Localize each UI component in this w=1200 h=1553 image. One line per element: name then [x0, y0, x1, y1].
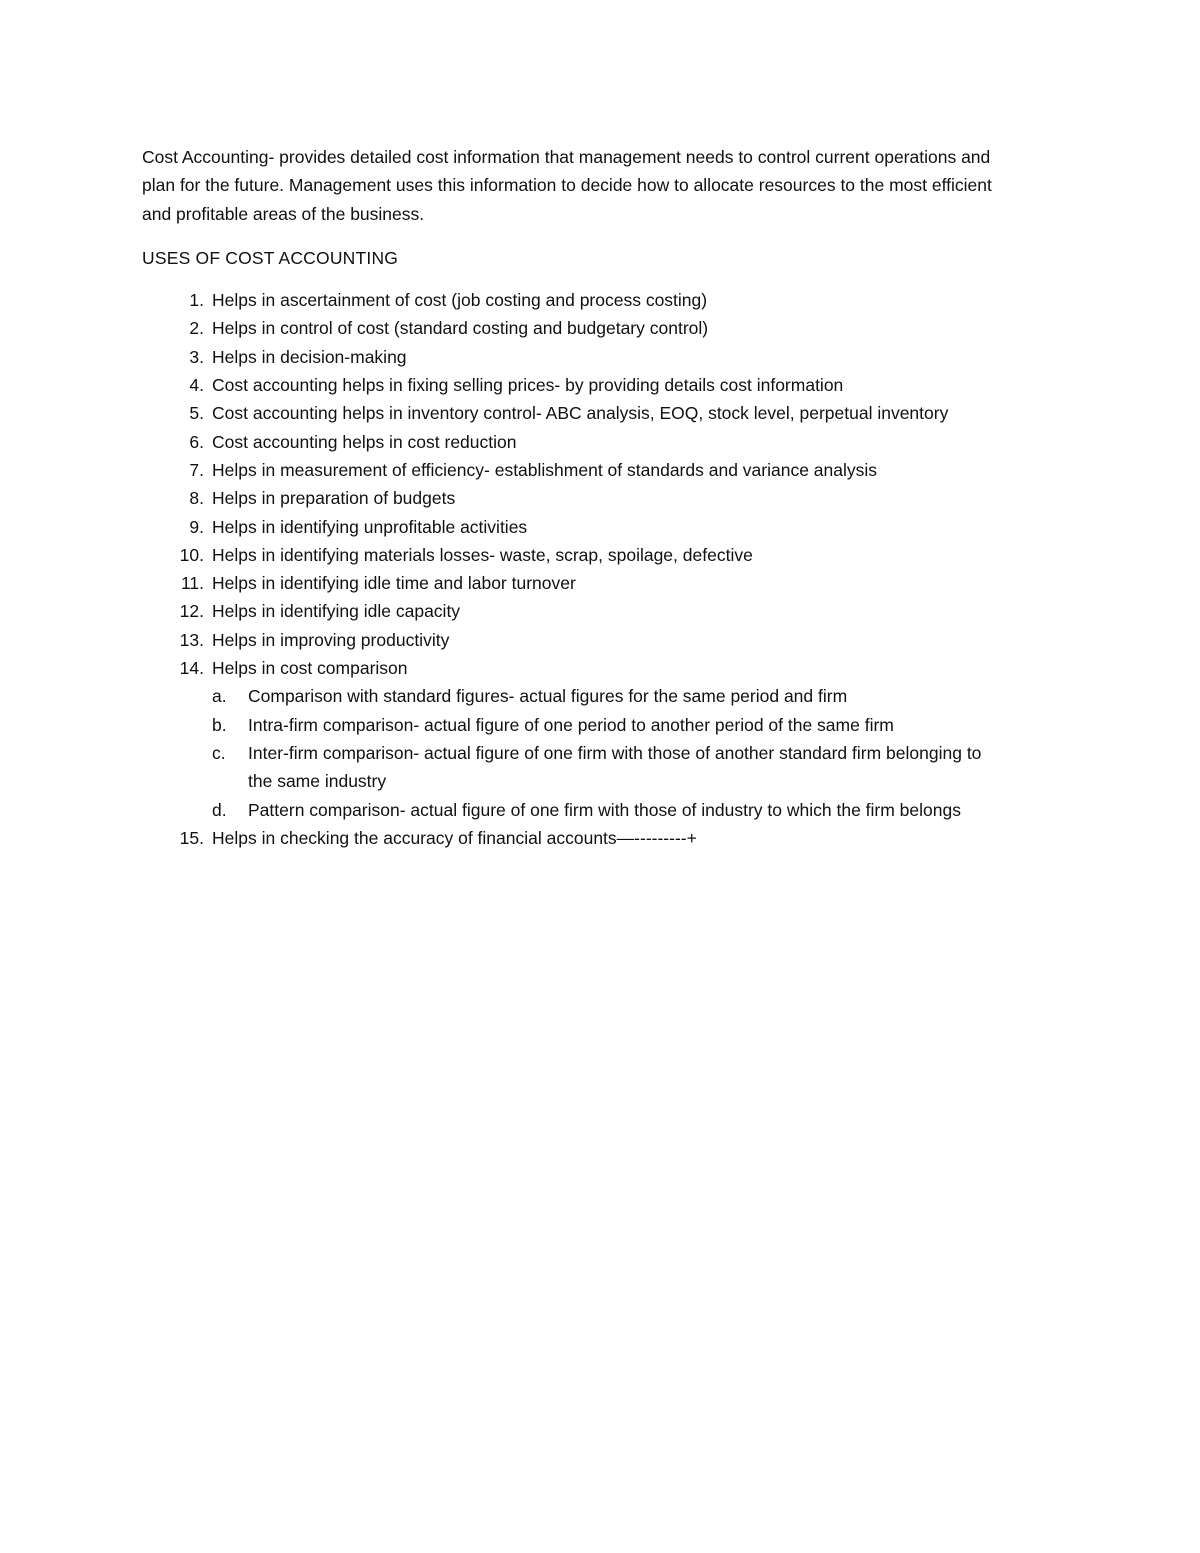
intro-paragraph: Cost Accounting- provides detailed cost information that management needs to control current operations and plan for the future. Management uses this information to decide how to allocate resources to the most efficient and profitable areas of the business.: [142, 147, 992, 224]
list-item-text: Helps in identifying unprofitable activities: [212, 516, 528, 537]
sub-list-item: [212, 796, 1008, 824]
list-item: [142, 343, 1042, 371]
list-number: 2.: [189, 318, 204, 339]
section-heading: USES OF COST ACCOUNTING: [142, 247, 399, 268]
list-number: 10.: [179, 544, 204, 565]
list-item: [142, 569, 1042, 597]
sub-list-item: [212, 739, 1008, 796]
list-number: 11.: [180, 573, 204, 594]
list-number: 5.: [189, 403, 204, 424]
list-number: 4.: [189, 375, 204, 396]
list-item: [142, 513, 1042, 541]
sub-list-item-text: Comparison with standard figures- actual figures for the same period and firm: [248, 686, 848, 707]
list-item-text: Helps in control of cost (standard costing and budgetary control): [212, 318, 709, 339]
list-number: 12.: [179, 601, 204, 622]
sub-list-item: [212, 711, 1008, 739]
list-number: 9.: [189, 516, 204, 537]
list-number: 1.: [189, 290, 204, 311]
list-item: [142, 824, 1042, 852]
list-item-text: Helps in cost comparison: [212, 658, 408, 679]
list-number: 6.: [189, 431, 204, 452]
list-item-text: Helps in decision-making: [212, 346, 407, 367]
comparison-sub-list: [212, 682, 1042, 823]
list-item: [142, 626, 1042, 654]
list-item: [142, 314, 1042, 342]
sub-list-item-text: Inter-firm comparison- actual figure of one firm with those of another standard firm belonging to the same industry: [248, 742, 982, 792]
list-item: [142, 428, 1042, 456]
list-item-text: Helps in measurement of efficiency- establishment of standards and variance analysis: [212, 459, 878, 480]
list-item-text: Helps in checking the accuracy of financial accounts—---------+: [212, 827, 697, 848]
sub-list-letter: d.: [212, 799, 227, 820]
list-item: [142, 541, 1042, 569]
list-item-text: Helps in identifying idle capacity: [212, 601, 461, 622]
list-item-text: Helps in ascertainment of cost (job costing and process costing): [212, 290, 708, 311]
list-number: 3.: [189, 346, 204, 367]
sub-list-item: [212, 682, 1008, 710]
document-body: [142, 143, 1042, 852]
list-item: [142, 484, 1042, 512]
sub-list-item-text: Intra-firm comparison- actual figure of one period to another period of the same firm: [248, 714, 894, 735]
sub-list-letter: b.: [212, 714, 227, 735]
list-number: 14.: [179, 658, 204, 679]
list-item-text: Cost accounting helps in inventory control- ABC analysis, EOQ, stock level, perpetual inventory: [212, 403, 949, 424]
list-item: [142, 286, 1042, 314]
sub-list-letter: a.: [212, 686, 227, 707]
uses-list: [142, 286, 1042, 852]
list-item: [142, 654, 1042, 824]
list-item-text: Cost accounting helps in cost reduction: [212, 431, 517, 452]
list-item-text: Helps in improving productivity: [212, 629, 450, 650]
list-item-text: Helps in preparation of budgets: [212, 488, 456, 509]
list-number: 13.: [179, 629, 204, 650]
list-number: 15.: [179, 827, 204, 848]
sub-list-item-text: Pattern comparison- actual figure of one firm with those of industry to which the firm belongs: [248, 799, 961, 820]
list-item: [142, 371, 1042, 399]
list-item: [142, 399, 1042, 427]
sub-list-letter: c.: [212, 742, 226, 763]
list-item: [142, 597, 1042, 625]
list-item-text: Helps in identifying materials losses- waste, scrap, spoilage, defective: [212, 544, 753, 565]
list-number: 7.: [189, 459, 204, 480]
list-number: 8.: [189, 488, 204, 509]
list-item: [142, 456, 1042, 484]
list-item-text: Cost accounting helps in fixing selling prices- by providing details cost information: [212, 375, 844, 396]
list-item-text: Helps in identifying idle time and labor turnover: [212, 573, 576, 594]
